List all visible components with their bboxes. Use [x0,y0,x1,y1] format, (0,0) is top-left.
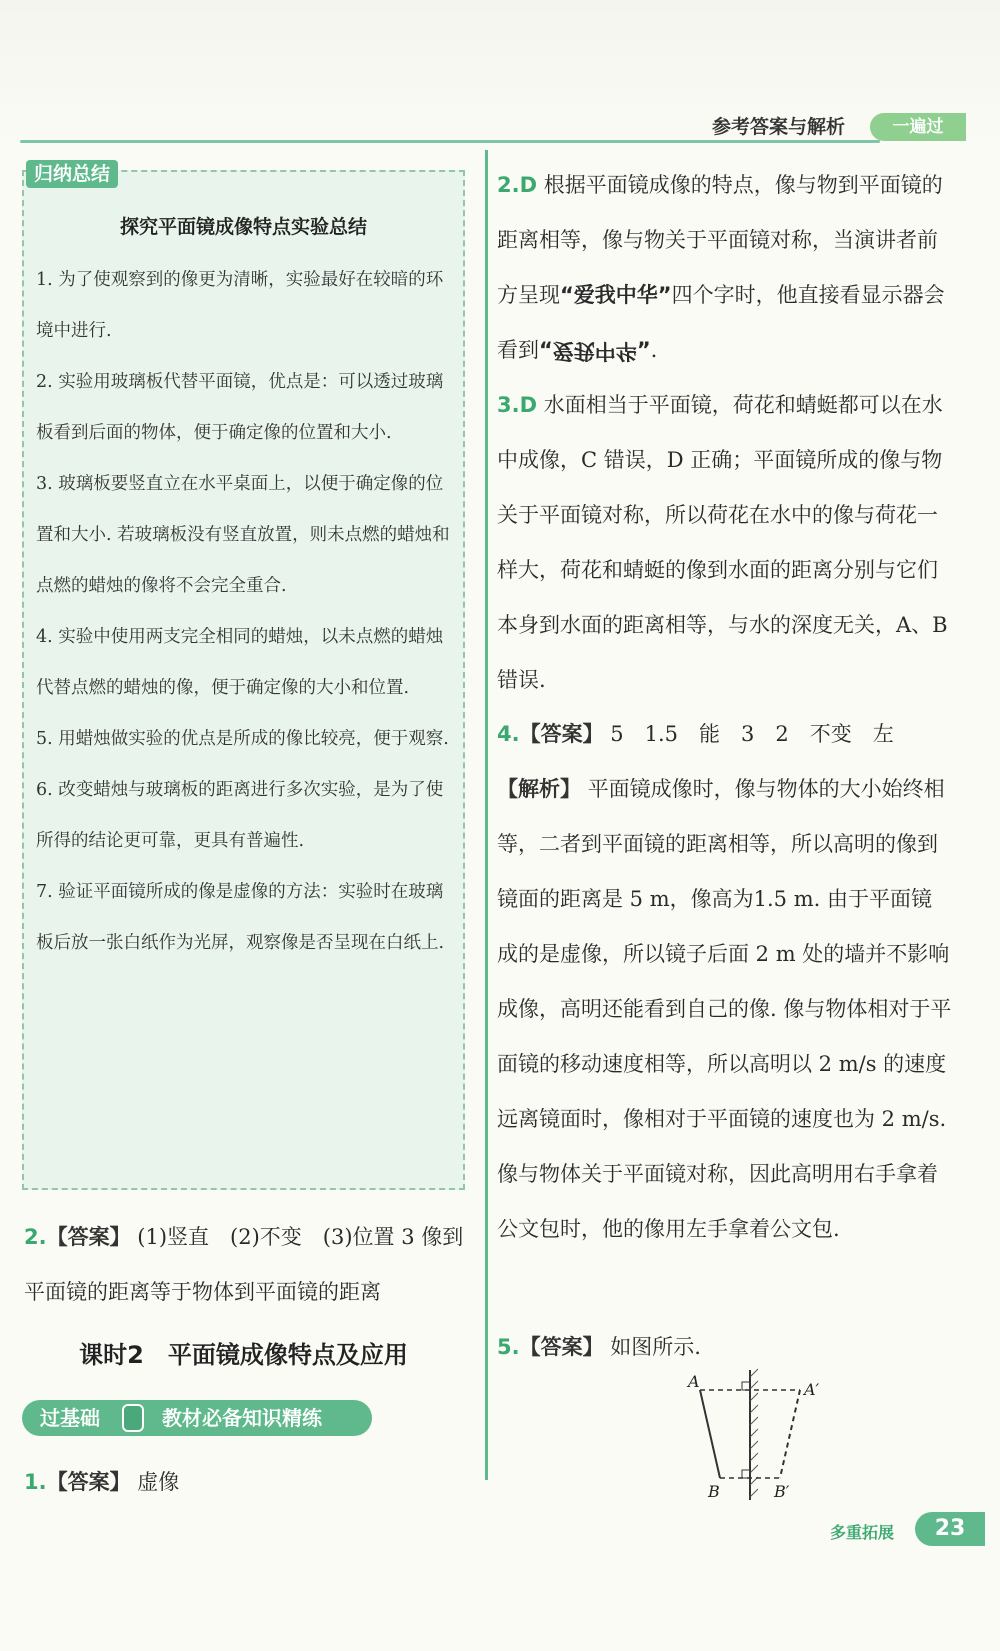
right-answer-2 [497,158,952,378]
answer-text: 虚像 [137,1470,180,1494]
question-number: 2. [24,1225,47,1249]
notebook-icon [122,1404,144,1432]
header-rule [20,140,880,143]
right-analysis-4 [497,762,952,1257]
image-ab [780,1390,800,1478]
question-number: 4. [497,722,520,746]
answer-text: 根据平面镜成像的特点，像与物到平面镜的距离相等，像与物关于平面镜对称，当演讲者前方呈现 [497,173,943,307]
label-a: A [688,1372,700,1391]
summary-item: 4. 实验中使用两支完全相同的蜡烛，以未点燃的蜡烛代替点燃的蜡烛的像，便于确定像的大小和位置. [36,627,444,698]
summary-item: 3. 玻璃板要竖直立在水平桌面上，以便于确定像的位置和大小. 若玻璃板没有竖直放置，则未点燃的蜡烛和点燃的蜡烛的像将不会完全重合. [36,474,450,596]
header-tag: 一遍过 [870,113,966,141]
answer-letter: D [519,173,538,197]
left-answer-1 [24,1455,474,1510]
answer-text: 如图所示. [610,1335,701,1359]
answer-values: 5 1.5 能 3 2 不变 左 [610,722,894,746]
footer-label: 多重拓展 [830,1523,895,1542]
lesson-title: 课时2 平面镜成像特点及应用 [79,1341,408,1369]
page-number: 23 [915,1512,985,1546]
summary-item: 6. 改变蜡烛与玻璃板的距离进行多次实验，是为了使所得的结论更可靠，更具有普遍性. [36,780,444,851]
answer-tag: 【答案】 [519,1335,604,1359]
banner-right: 教材必备知识精练 [162,1406,322,1430]
banner-left: 过基础 [40,1406,100,1430]
column-divider [485,150,488,1480]
answer-tag: 【答案】 [519,722,604,746]
question-number: 5. [497,1335,520,1359]
label-a-prime: A′ [804,1380,820,1399]
summary-item: 2. 实验用玻璃板代替平面镜，优点是：可以透过玻璃板看到后面的物体，便于确定像的位置和大小. [36,372,444,443]
section-banner [22,1400,372,1436]
right-answer-3 [497,378,952,708]
mirrored-text: 爱我中华 [552,339,637,363]
summary-item: 1. 为了使观察到的像更为清晰，实验最好在较暗的环境中进行. [36,270,444,341]
question-number: 3. [497,393,520,417]
summary-item: 7. 验证平面镜所成的像是虚像的方法：实验时在玻璃板后放一张白纸作为光屏，观察像是否呈现在白纸上. [36,882,445,953]
analysis-text: 平面镜成像时，像与物体的大小始终相等，二者到平面镜的距离相等，所以高明的像到镜面的距离是 5 m，像高为1.5 m. 由于平面镜成的是虚像，所以镜子后面 2 m 处的墙并不影响成像，高明还能看到自己的像. 像与物体相对于平面镜的移动速度相等，所以高明以 2 m/s 的速度远离镜面时，像相对于平面镜的速度也为 2 m/s. 像与物体关于平面镜对称，因此高明用右手拿着公文包时，他的像用左手拿着公文包. [497,777,952,1241]
right-angle-mark [742,1470,750,1478]
summary-title: 探究平面镜成像特点实验总结 [119,216,367,238]
summary-item: 5. 用蜡烛做实验的优点是所成的像比较亮，便于观察. [36,729,449,749]
analysis-tag: 【解析】 [497,777,581,801]
answer-tag: 【答案】 [46,1225,131,1249]
question-number: 1. [24,1470,47,1494]
answer-letter: D [519,393,538,417]
quote-mark: ” [636,338,651,362]
quote-mark: “ [539,338,553,362]
answer-text: (1)竖直 (2)不变 (3)位置 3 像到平面镜的距离等于物体到平面镜的距离 [24,1225,464,1304]
right-angle-mark [742,1382,750,1390]
label-b-prime: B′ [774,1482,790,1501]
period: . [650,338,658,362]
top-band [0,0,1000,150]
answer-text: 水面相当于平面镜，荷花和蜻蜓都可以在水中成像，C 错误，D 正确；平面镜所成的像与物关于平面镜对称，所以荷花在水中的像与荷花一样大，荷花和蜻蜓的像到水面的距离分别与它们本身到水面的距离相等，与水的深度无关，A、B 错误. [497,393,948,692]
summary-list [36,255,456,969]
mirror-diagram [670,1365,830,1505]
answer-text: 四个字时，他直接看显示器会看到 [497,283,945,362]
quote-text: “爱我中华” [560,283,672,307]
header-title: 参考答案与解析 [712,116,846,138]
question-number: 2. [497,173,520,197]
right-answer-4 [497,707,952,762]
object-ab [700,1390,720,1478]
left-answer-2 [24,1210,474,1320]
answer-tag: 【答案】 [46,1470,131,1494]
summary-tab: 归纳总结 [26,160,118,188]
label-b: B [708,1482,720,1501]
